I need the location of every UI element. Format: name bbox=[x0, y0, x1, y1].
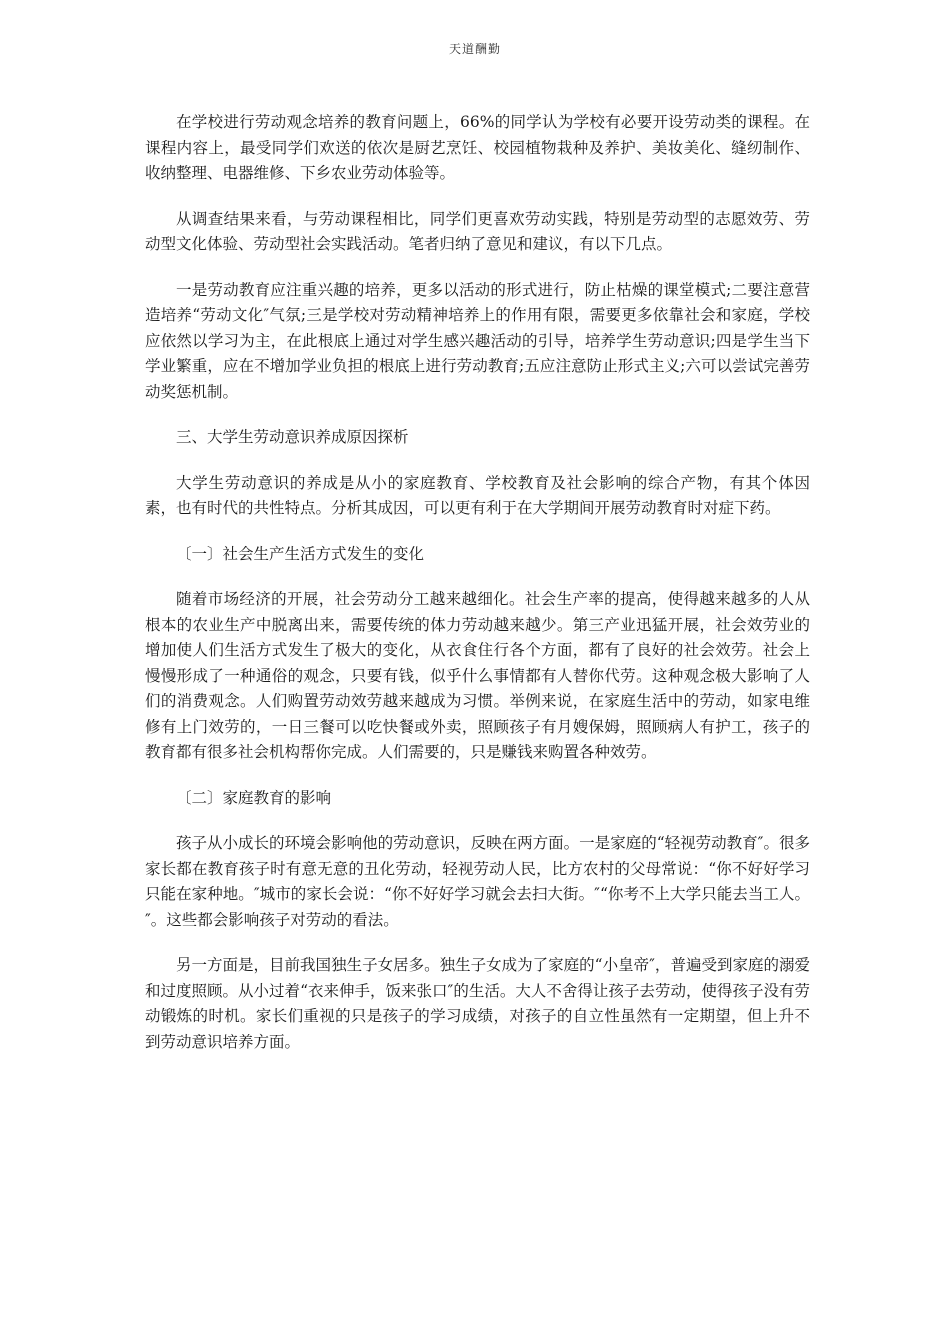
page-header: 天道酬勤 bbox=[448, 42, 501, 56]
paragraph-cause-intro: 大学生劳动意识的养成是从小的家庭教育、学校教育及社会影响的综合产物，有其个体因素，也有时代的共性特点。分析其成因，可以更有利于在大学期间开展劳动教育时对症下药。 bbox=[145, 473, 810, 517]
section-heading-3: 三、大学生劳动意识养成原因探析 bbox=[176, 428, 409, 446]
paragraph-social-change: 随着市场经济的开展，社会劳动分工越来越细化。社会生产率的提高，使得越来越多的人从根本的农业生产中脱离出来，需要传统的体力劳动越来越少。第三产业迅猛开展，社会效劳业的增加使人们生活方式发生了极大的变化，从衣食住行各个方面，都有了良好的社会效劳。社会上慢慢形成了一种通俗的观念，只要有钱，似乎什么事情都有人替你代劳。这种观念极大影响了人们的消费观念。人们购置劳动效劳越来越成为习惯。举例来说，在家庭生活中的劳动，如家电维修有上门效劳的，一日三餐可以吃快餐或外卖，照顾孩子有月嫂保姆，照顾病人有护工，孩子的教育都有很多社会机构帮你完成。人们需要的，只是赚钱来购置各种效劳。 bbox=[145, 590, 810, 761]
paragraph-family-education: 孩子从小成长的环境会影响他的劳动意识，反映在两方面。一是家庭的“轻视劳动教育″。很多家长都在教育孩子时有意无意的丑化劳动，轻视劳动人民，比方农村的父母常说：“你不好好学习只能在家种地。″城市的家长会说：“你不好好学习就会去扫大街。″“你考不上大学只能去当工人。″。这些都会影响孩子对劳动的看法。 bbox=[145, 834, 810, 929]
paragraph-suggestions: 一是劳动教育应注重兴趣的培养，更多以活动的形式进行，防止枯燥的课堂模式;二要注意营造培养“劳动文化″气氛;三是学校对劳动精神培养上的作用有限，需要更多依靠社会和家庭，学校应依然以学习为主，在此根底上通过对学生感兴趣活动的引导，培养学生劳动意识;四是学生当下学业繁重，应在不增加学业负担的根底上进行劳动教育;五应注意防止形式主义;六可以尝试完善劳动奖惩机制。 bbox=[145, 280, 810, 401]
subsection-heading-2: 〔二〕家庭教育的影响 bbox=[176, 788, 332, 807]
paragraph-survey-result: 从调查结果来看，与劳动课程相比，同学们更喜欢劳动实践，特别是劳动型的志愿效劳、劳动型文化体验、劳动型社会实践活动。笔者归纳了意见和建议，有以下几点。 bbox=[145, 209, 810, 253]
paragraph-course-survey: 在学校进行劳动观念培养的教育问题上，66%的同学认为学校有必要开设劳动类的课程。在课程内容上，最受同学们欢送的依次是厨艺烹饪、校园植物栽种及养护、美妆美化、缝纫制作、收纳整理、电器维修、下乡农业劳动体验等。 bbox=[145, 113, 810, 182]
subsection-heading-1: 〔一〕社会生产生活方式发生的变化 bbox=[176, 544, 425, 563]
paragraph-only-child: 另一方面是，目前我国独生子女居多。独生子女成为了家庭的“小皇帝″，普遍受到家庭的溺爱和过度照顾。从小过着“衣来伸手，饭来张口″的生活。大人不舍得让孩子去劳动，使得孩子没有劳动锻炼的时机。家长们重视的只是孩子的学习成绩，对孩子的自立性虽然有一定期望，但上升不到劳动意识培养方面。 bbox=[145, 956, 810, 1051]
document-body bbox=[145, 110, 810, 1075]
